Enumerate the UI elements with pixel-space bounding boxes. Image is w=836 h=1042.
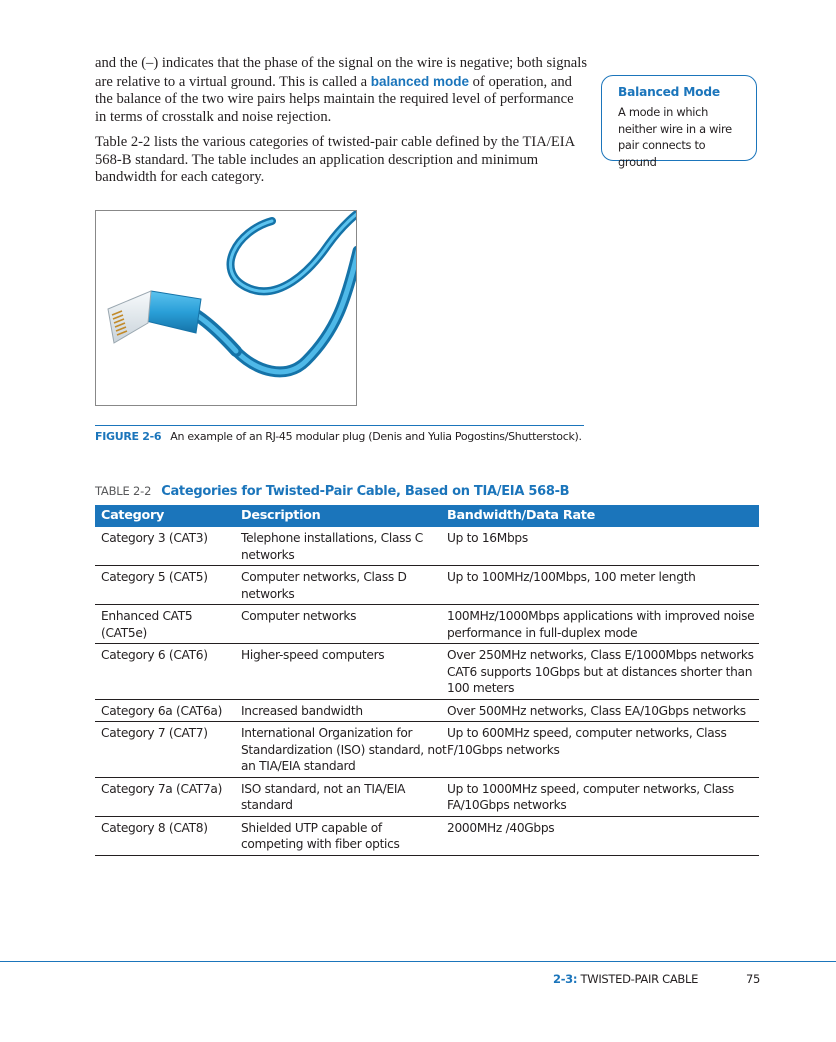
- paragraph-text: of operation, and the balance of the two wire pairs helps maintain the required level of performance in terms of crosstalk and noise rejection.: [95, 73, 574, 125]
- cell-bandwidth: 100MHz/1000Mbps applications with improved noise performance in full-duplex mode: [447, 609, 755, 640]
- cell-category: Category 6 (CAT6): [101, 648, 208, 662]
- table-title-text: Categories for Twisted-Pair Cable, Based on TIA/EIA 568-B: [161, 484, 570, 499]
- page-number: 75: [746, 972, 761, 986]
- table-row: [95, 644, 759, 700]
- key-term-balanced-mode: balanced mode: [370, 73, 469, 89]
- table-row: [95, 778, 759, 817]
- twisted-pair-categories-table: [95, 505, 759, 856]
- running-section-title: [553, 972, 698, 986]
- cell-description: Shielded UTP capable of competing with fiber optics: [241, 820, 400, 851]
- body-paragraph-2: Table 2-2 lists the various categories of twisted-pair cable defined by the TIA/EIA 568-B standard. The table includes an application description and minimum bandwidth for each category.: [95, 134, 575, 185]
- header-description: Description: [241, 507, 321, 523]
- cell-description: Computer networks, Class D networks: [241, 570, 407, 601]
- table-row: [95, 817, 759, 856]
- cell-description: ISO standard, not an TIA/EIA standard: [241, 781, 406, 812]
- cell-category: Category 8 (CAT8): [101, 820, 208, 835]
- definition-title: Balanced Mode: [618, 85, 720, 99]
- cell-category: Category 7 (CAT7): [101, 726, 208, 740]
- cell-description: Higher-speed computers: [241, 648, 385, 662]
- cell-description: Increased bandwidth: [241, 703, 363, 718]
- table-row: [95, 605, 759, 644]
- table-label: TABLE 2-2: [95, 484, 152, 498]
- rj45-plug-photo: [95, 210, 357, 406]
- header-bandwidth: Bandwidth/Data Rate: [447, 507, 595, 523]
- cell-bandwidth: Up to 16Mbps: [447, 531, 528, 545]
- definition-sidebar: [601, 75, 757, 169]
- definition-text: A mode in which neither wire in a wire pair connects to ground: [618, 105, 732, 169]
- cell-category: Category 3 (CAT3): [101, 531, 208, 545]
- rj45-cable-illustration: [96, 211, 357, 406]
- paragraph-text: and the (–) indicates that the phase of the signal on the wire is negative; both signals are relative to a virtual ground. This is called a: [95, 55, 588, 90]
- header-category: Category: [101, 507, 165, 523]
- table-title: [95, 480, 569, 499]
- cell-bandwidth: Over 500MHz networks, Class EA/10Gbps networks: [447, 703, 746, 718]
- figure-label: FIGURE 2-6: [95, 430, 162, 443]
- cell-category: Enhanced CAT5 (CAT5e): [101, 609, 193, 640]
- cell-bandwidth: Over 250MHz networks, Class E/1000Mbps networks CAT6 supports 10Gbps but at distances shorter than 100 meters: [447, 648, 754, 695]
- table-row: [95, 722, 759, 778]
- cell-category: Category 7a (CAT7a): [101, 781, 223, 796]
- cell-bandwidth: Up to 600MHz speed, computer networks, Class F/10Gbps networks: [447, 726, 727, 757]
- table-row: [95, 700, 759, 723]
- cell-bandwidth: Up to 1000MHz speed, computer networks, Class FA/10Gbps networks: [447, 781, 734, 812]
- cell-bandwidth: Up to 100MHz/100Mbps, 100 meter length: [447, 570, 696, 584]
- cell-description: International Organization for Standardization (ISO) standard, not an TIA/EIA standard: [241, 726, 447, 773]
- table-header-row: [95, 505, 759, 527]
- cell-category: Category 5 (CAT5): [101, 570, 208, 584]
- figure-caption-rule: [95, 425, 584, 426]
- table-row: [95, 527, 759, 566]
- cell-description: Computer networks: [241, 609, 357, 623]
- figure-caption: [95, 430, 582, 443]
- cell-category: Category 6a (CAT6a): [101, 703, 223, 718]
- figure-caption-text: An example of an RJ-45 modular plug (Denis and Yulia Pogostins/Shutterstock).: [170, 430, 582, 443]
- section-title: TWISTED-PAIR CABLE: [580, 972, 699, 986]
- cell-description: Telephone installations, Class C networks: [241, 531, 424, 562]
- body-paragraph-1: [95, 55, 587, 126]
- section-number: 2-3:: [553, 972, 578, 986]
- cell-bandwidth: 2000MHz /40Gbps: [447, 820, 555, 835]
- footer-rule: [0, 961, 836, 962]
- table-row: [95, 566, 759, 605]
